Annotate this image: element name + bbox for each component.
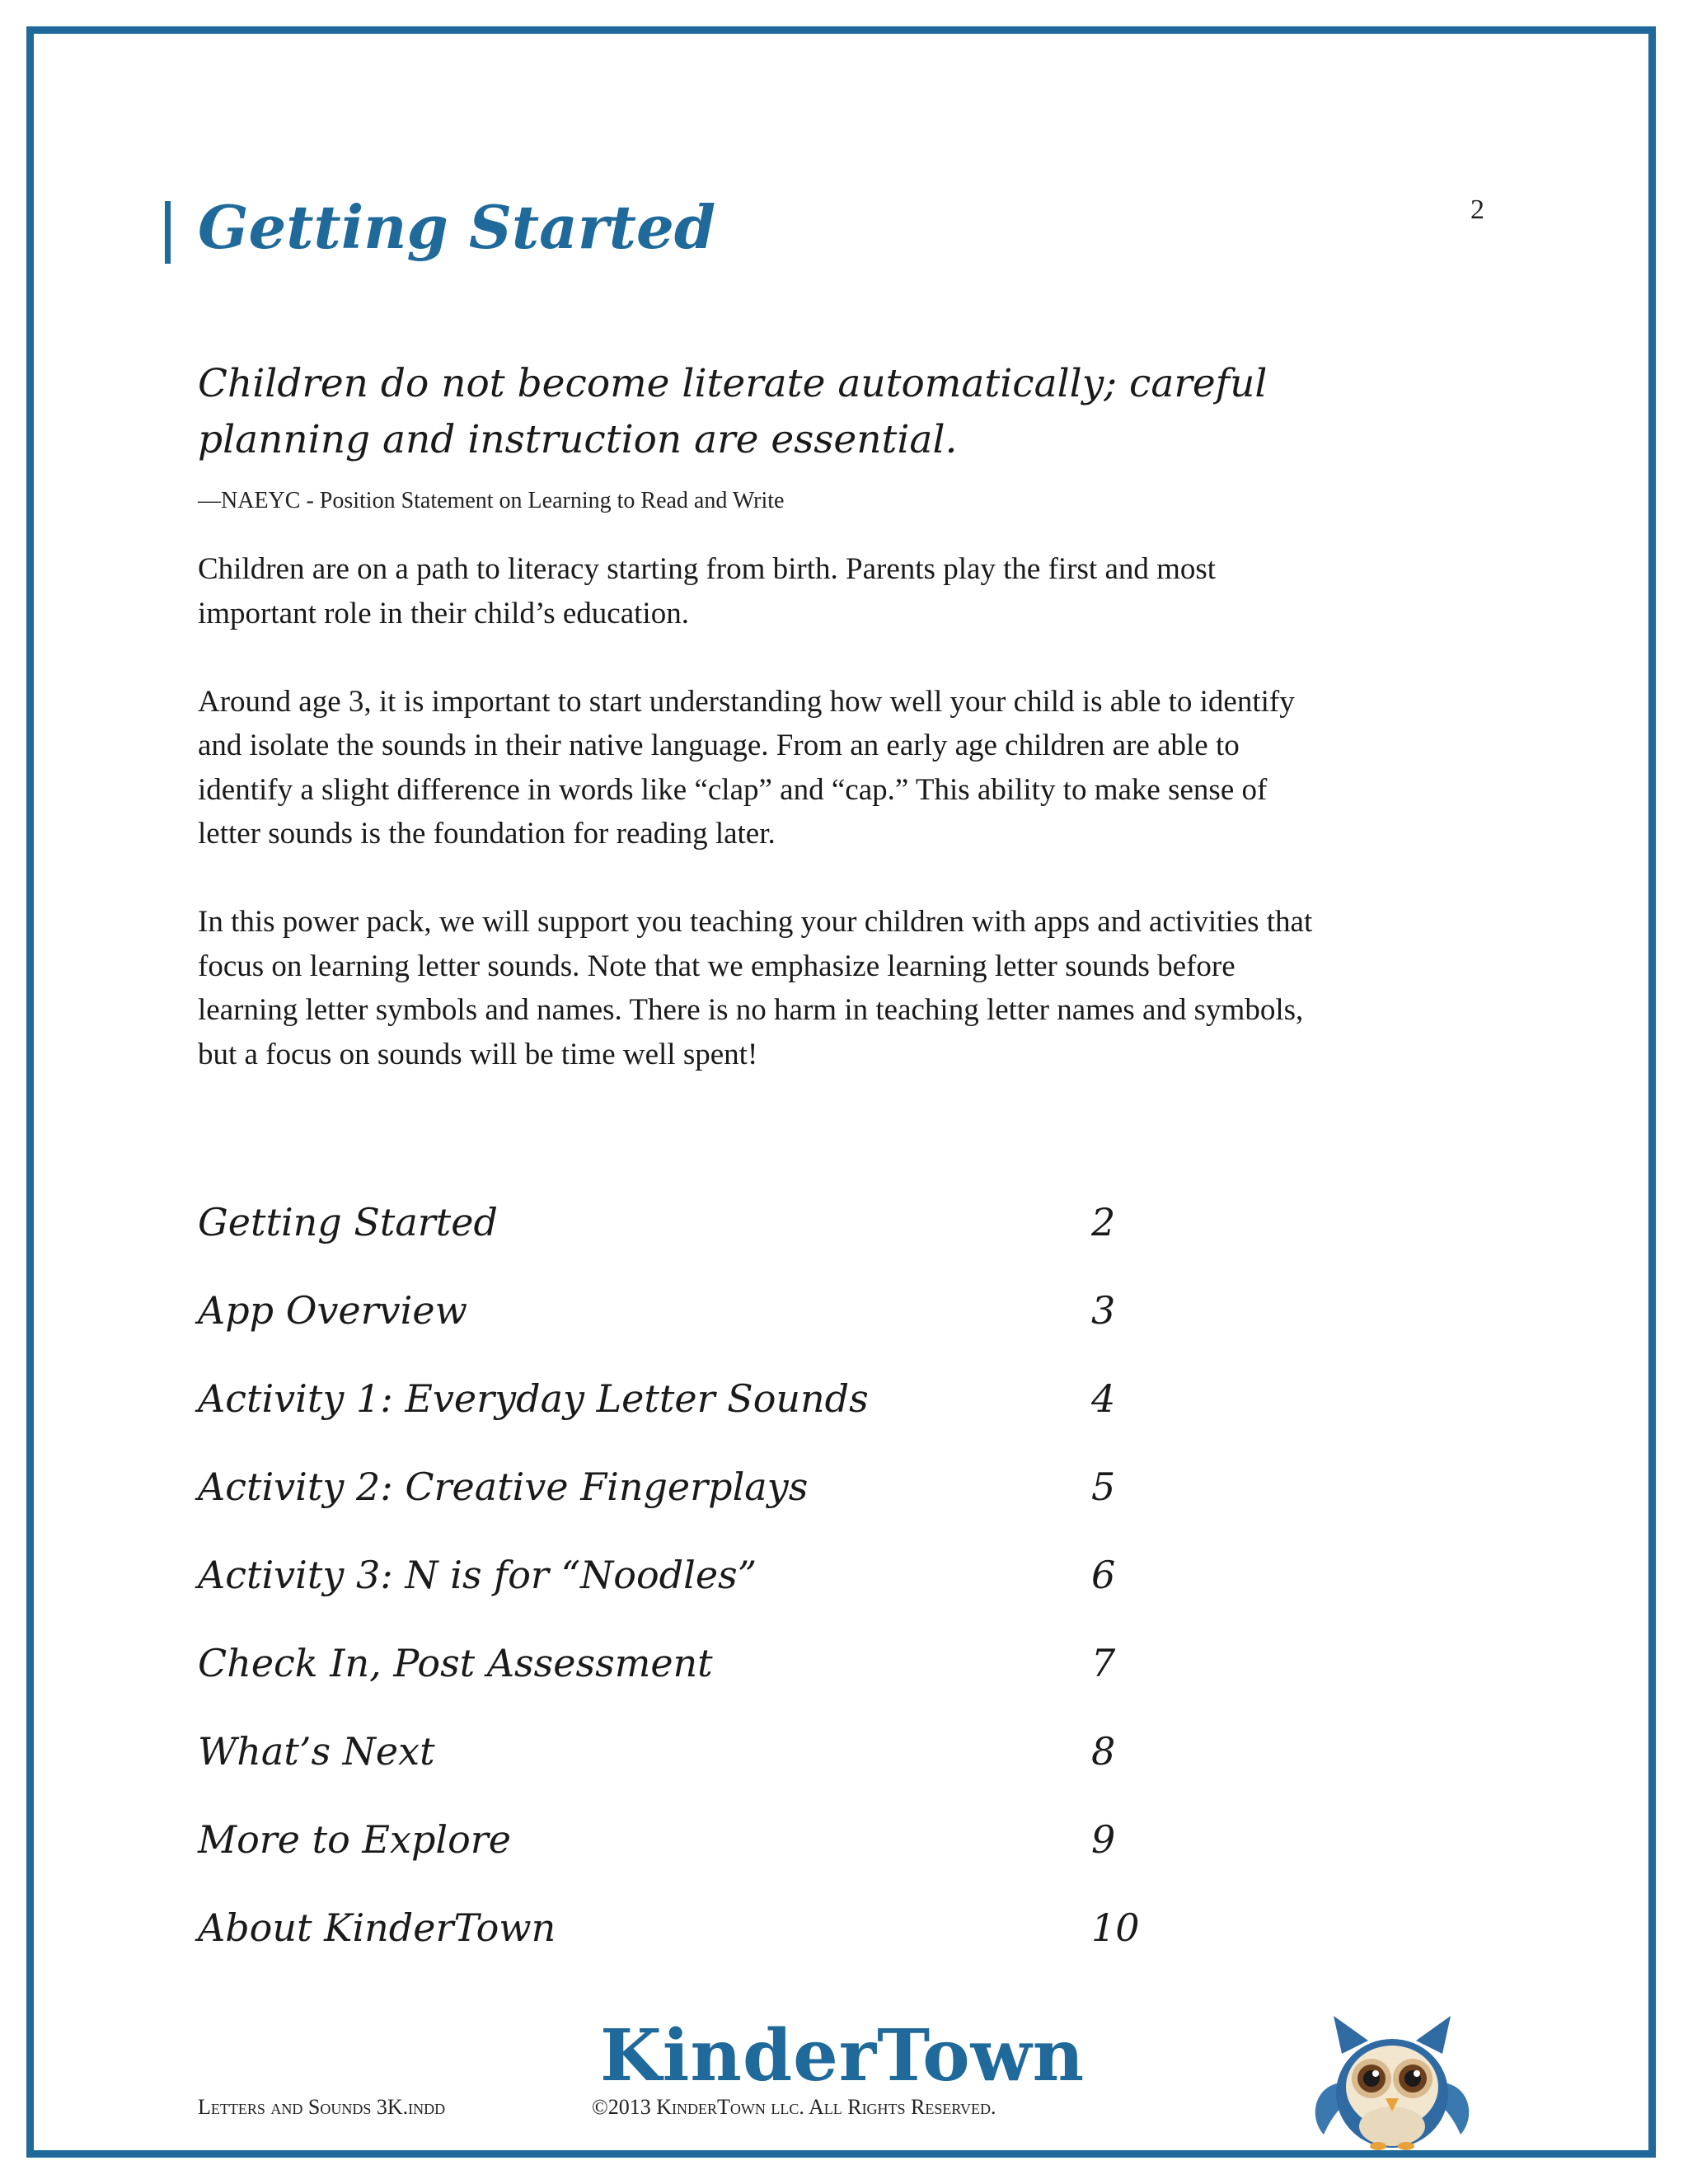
toc-item-page: 8 (1091, 1729, 1116, 1774)
brand-logo: KinderTown (600, 2014, 1085, 2097)
toc-item (198, 1553, 1187, 1641)
toc-item-page: 4 (1091, 1376, 1116, 1421)
toc-item (198, 1465, 1187, 1553)
quote-attribution: —NAEYC - Position Statement on Learning to Read and Write (198, 488, 785, 513)
toc-item-title: Activity 3: N is for “Noodles” (198, 1553, 757, 1597)
table-of-contents (198, 1200, 1187, 1994)
toc-item (198, 1376, 1187, 1465)
toc-item-title: Activity 1: Everyday Letter Sounds (198, 1376, 869, 1421)
toc-item-title: Getting Started (198, 1200, 498, 1244)
toc-item-page: 9 (1091, 1817, 1116, 1862)
intro-quote: Children do not become literate automatically; careful planning and instruction are essential. (198, 361, 1268, 462)
toc-item-page: 7 (1091, 1641, 1116, 1685)
toc-item-title: What’s Next (198, 1729, 435, 1774)
toc-item-title: Check In, Post Assessment (198, 1641, 713, 1685)
toc-item-page: 3 (1091, 1288, 1116, 1333)
toc-item-page: 6 (1091, 1553, 1116, 1597)
toc-item (198, 1641, 1187, 1729)
title-accent-bar (165, 201, 171, 264)
page-title: Getting Started (198, 192, 716, 262)
toc-item-page: 5 (1091, 1465, 1116, 1509)
owl-mascot-icon (1306, 2011, 1479, 2151)
toc-item-title: App Overview (198, 1288, 467, 1333)
toc-item (198, 1905, 1187, 1994)
toc-item (198, 1817, 1187, 1905)
toc-item-page: 10 (1091, 1905, 1140, 1950)
toc-item-title: Activity 2: Creative Fingerplays (198, 1465, 809, 1509)
page-number: 2 (1470, 194, 1484, 225)
toc-item-title: More to Explore (198, 1817, 512, 1862)
body-paragraph: Around age 3, it is important to start understanding how well your child is able to identify and isolate the sounds in their native language. From an early age children are able to identify a slight difference in words like “clap” and “cap.” This ability to make sense of letter sounds is the foundation for reading later. (198, 684, 1295, 851)
toc-item (198, 1729, 1187, 1817)
body-paragraph: In this power pack, we will support you teaching your children with apps and activities that focus on learning letter sounds. Note that we emphasize learning letter sounds before learning letter symbols and names. There is no harm in teaching letter names and symbols, but a focus on sounds will be time well spent! (198, 905, 1313, 1071)
toc-item-page: 2 (1091, 1200, 1116, 1244)
toc-item-title: About KinderTown (198, 1905, 556, 1950)
body-paragraph: Children are on a path to literacy starting from birth. Parents play the first and most important role in their child’s education. (198, 552, 1217, 630)
footer-file-name: Letters and Sounds 3K.indd (198, 2095, 446, 2119)
toc-item (198, 1288, 1187, 1376)
body-text (198, 547, 1335, 1121)
footer-copyright: ©2013 KinderTown llc. All Rights Reserved. (592, 2095, 996, 2119)
toc-item (198, 1200, 1187, 1288)
